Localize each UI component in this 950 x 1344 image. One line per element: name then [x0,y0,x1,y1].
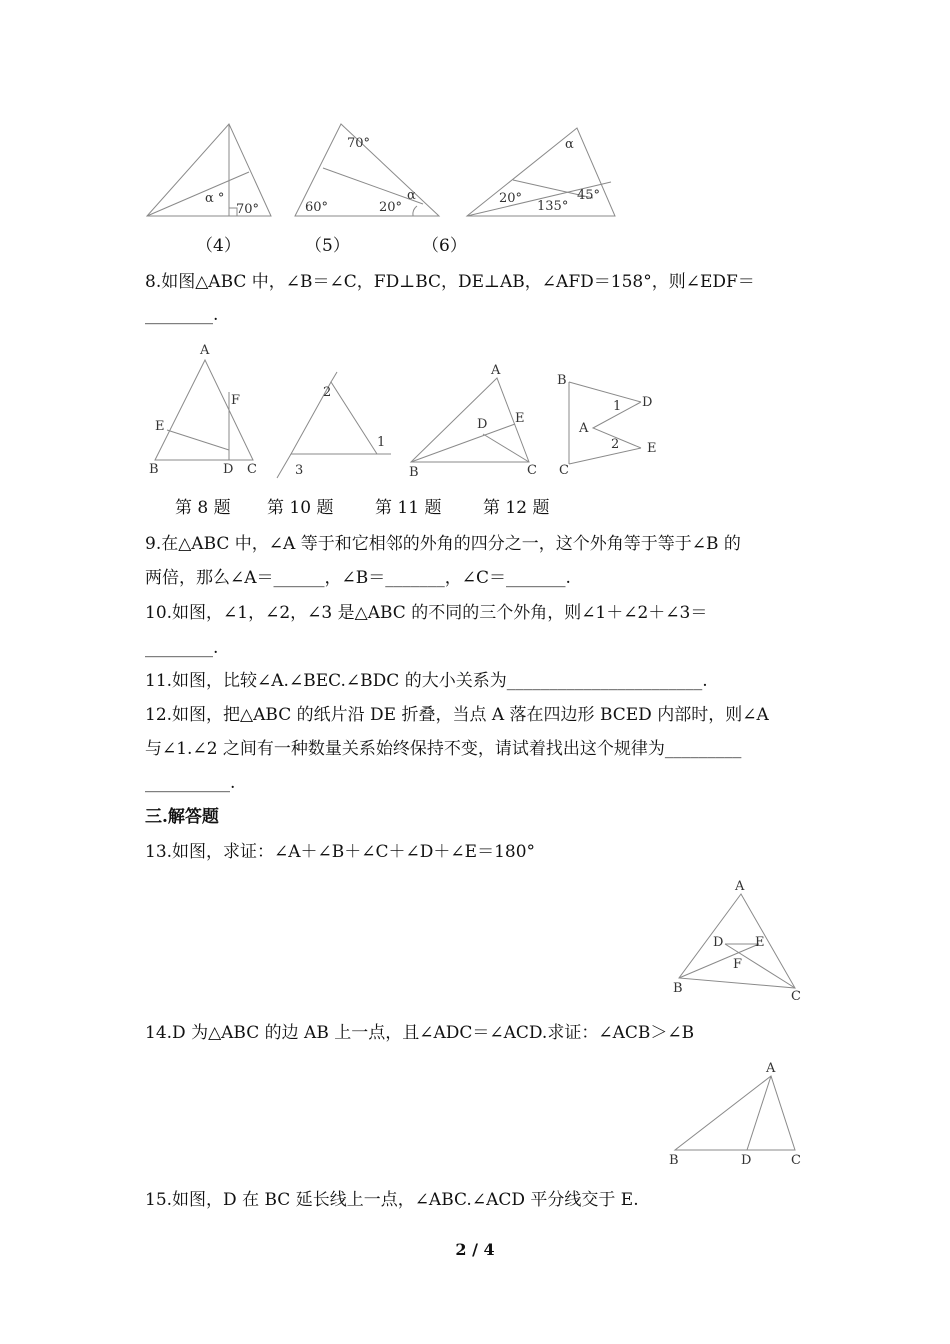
fig12-A: A [579,421,589,436]
fig6-mid: 135° [537,199,569,214]
q8-line2: ________. [145,305,219,325]
q11-line1: 11.如图，比较∠A.∠BEC.∠BDC 的大小关系为_______________________. [145,671,708,691]
fig12-C: C [559,463,569,478]
figure-4 [145,120,275,220]
fig8-C: C [247,462,257,477]
fig13-D: D [713,935,724,950]
fig11-B: B [409,465,419,480]
page-number: 2 / 4 [455,1240,495,1259]
fig13-A: A [735,879,745,894]
fig8-D: D [223,462,234,477]
section-title: 三.解答题 [145,807,219,827]
figure-10 [273,372,403,482]
figure-14 [665,1058,815,1173]
caption-6: （6） [422,236,467,256]
caption-4: （4） [196,236,241,256]
caption-q8: 第 8 题 [175,498,231,518]
fig5-top: 70° [347,136,371,151]
fig10-3: 3 [295,463,304,478]
figure-8 [145,340,265,480]
fig10-1: 1 [377,435,386,450]
fig14-A: A [766,1061,776,1076]
figure-11 [405,360,545,480]
fig6-left: 20° [499,191,523,206]
fig12-D: D [642,395,653,410]
fig12-1: 1 [613,399,622,414]
fig11-C: C [527,463,537,478]
caption-q10: 第 10 题 [267,498,334,518]
fig4-angle: 70° [236,202,260,217]
q8-line1: 8.如图△ABC 中，∠B＝∠C，FD⊥BC，DE⊥AB，∠AFD＝158°，则∠EDF＝ [145,272,755,292]
fig8-F: F [231,393,241,408]
q12-line3: __________. [145,773,236,793]
fig6-right: 45° [577,188,601,203]
q9-line2: 两倍，那么∠A＝______，∠B＝_______，∠C＝_______. [145,568,571,588]
fig13-E: E [755,935,765,950]
fig12-E: E [647,441,657,456]
q10-line1: 10.如图，∠1，∠2，∠3 是△ABC 的不同的三个外角，则∠1＋∠2＋∠3＝ [145,603,708,623]
q14-text: 14.D 为△ABC 的边 AB 上一点，且∠ADC＝∠ACD.求证：∠ACB＞∠B [145,1023,695,1043]
fig12-2: 2 [611,437,620,452]
fig8-E: E [155,419,165,434]
q10-line2: ________. [145,638,219,658]
caption-q12: 第 12 题 [483,498,550,518]
fig13-F: F [733,957,743,972]
fig11-D: D [477,417,488,432]
q13-text: 13.如图，求证：∠A＋∠B＋∠C＋∠D＋∠E＝180° [145,842,536,862]
fig11-E: E [515,411,525,426]
fig14-B: B [669,1153,679,1168]
fig10-2: 2 [323,385,332,400]
fig8-B: B [149,462,159,477]
fig14-D: D [741,1153,752,1168]
fig12-B: B [557,373,567,388]
fig5-alpha: α [407,188,416,203]
fig5-left: 60° [305,200,329,215]
caption-5: （5） [305,236,350,256]
q15-text: 15.如图，D 在 BC 延长线上一点，∠ABC.∠ACD 平分线交于 E. [145,1190,639,1210]
q9-line1: 9.在△ABC 中，∠A 等于和它相邻的外角的四分之一，这个外角等于等于∠B 的 [145,534,741,554]
fig8-A: A [200,343,210,358]
figure-12 [555,368,665,478]
fig14-C: C [791,1153,801,1168]
figure-13 [665,876,815,1006]
fig11-A: A [491,363,501,378]
fig5-mid: 20° [379,200,403,215]
fig13-C: C [791,989,801,1004]
figure-5 [293,122,443,222]
fig4-alpha: α ° [205,191,225,206]
caption-q11: 第 11 题 [375,498,442,518]
q12-line1: 12.如图，把△ABC 的纸片沿 DE 折叠，当点 A 落在四边形 BCED 内部时，则∠A [145,705,769,725]
fig13-B: B [673,981,683,996]
figure-6 [465,124,625,224]
fig6-alpha: α [565,137,574,152]
q12-line2: 与∠1.∠2 之间有一种数量关系始终保持不变，请试着找出这个规律为_________ [145,739,742,759]
